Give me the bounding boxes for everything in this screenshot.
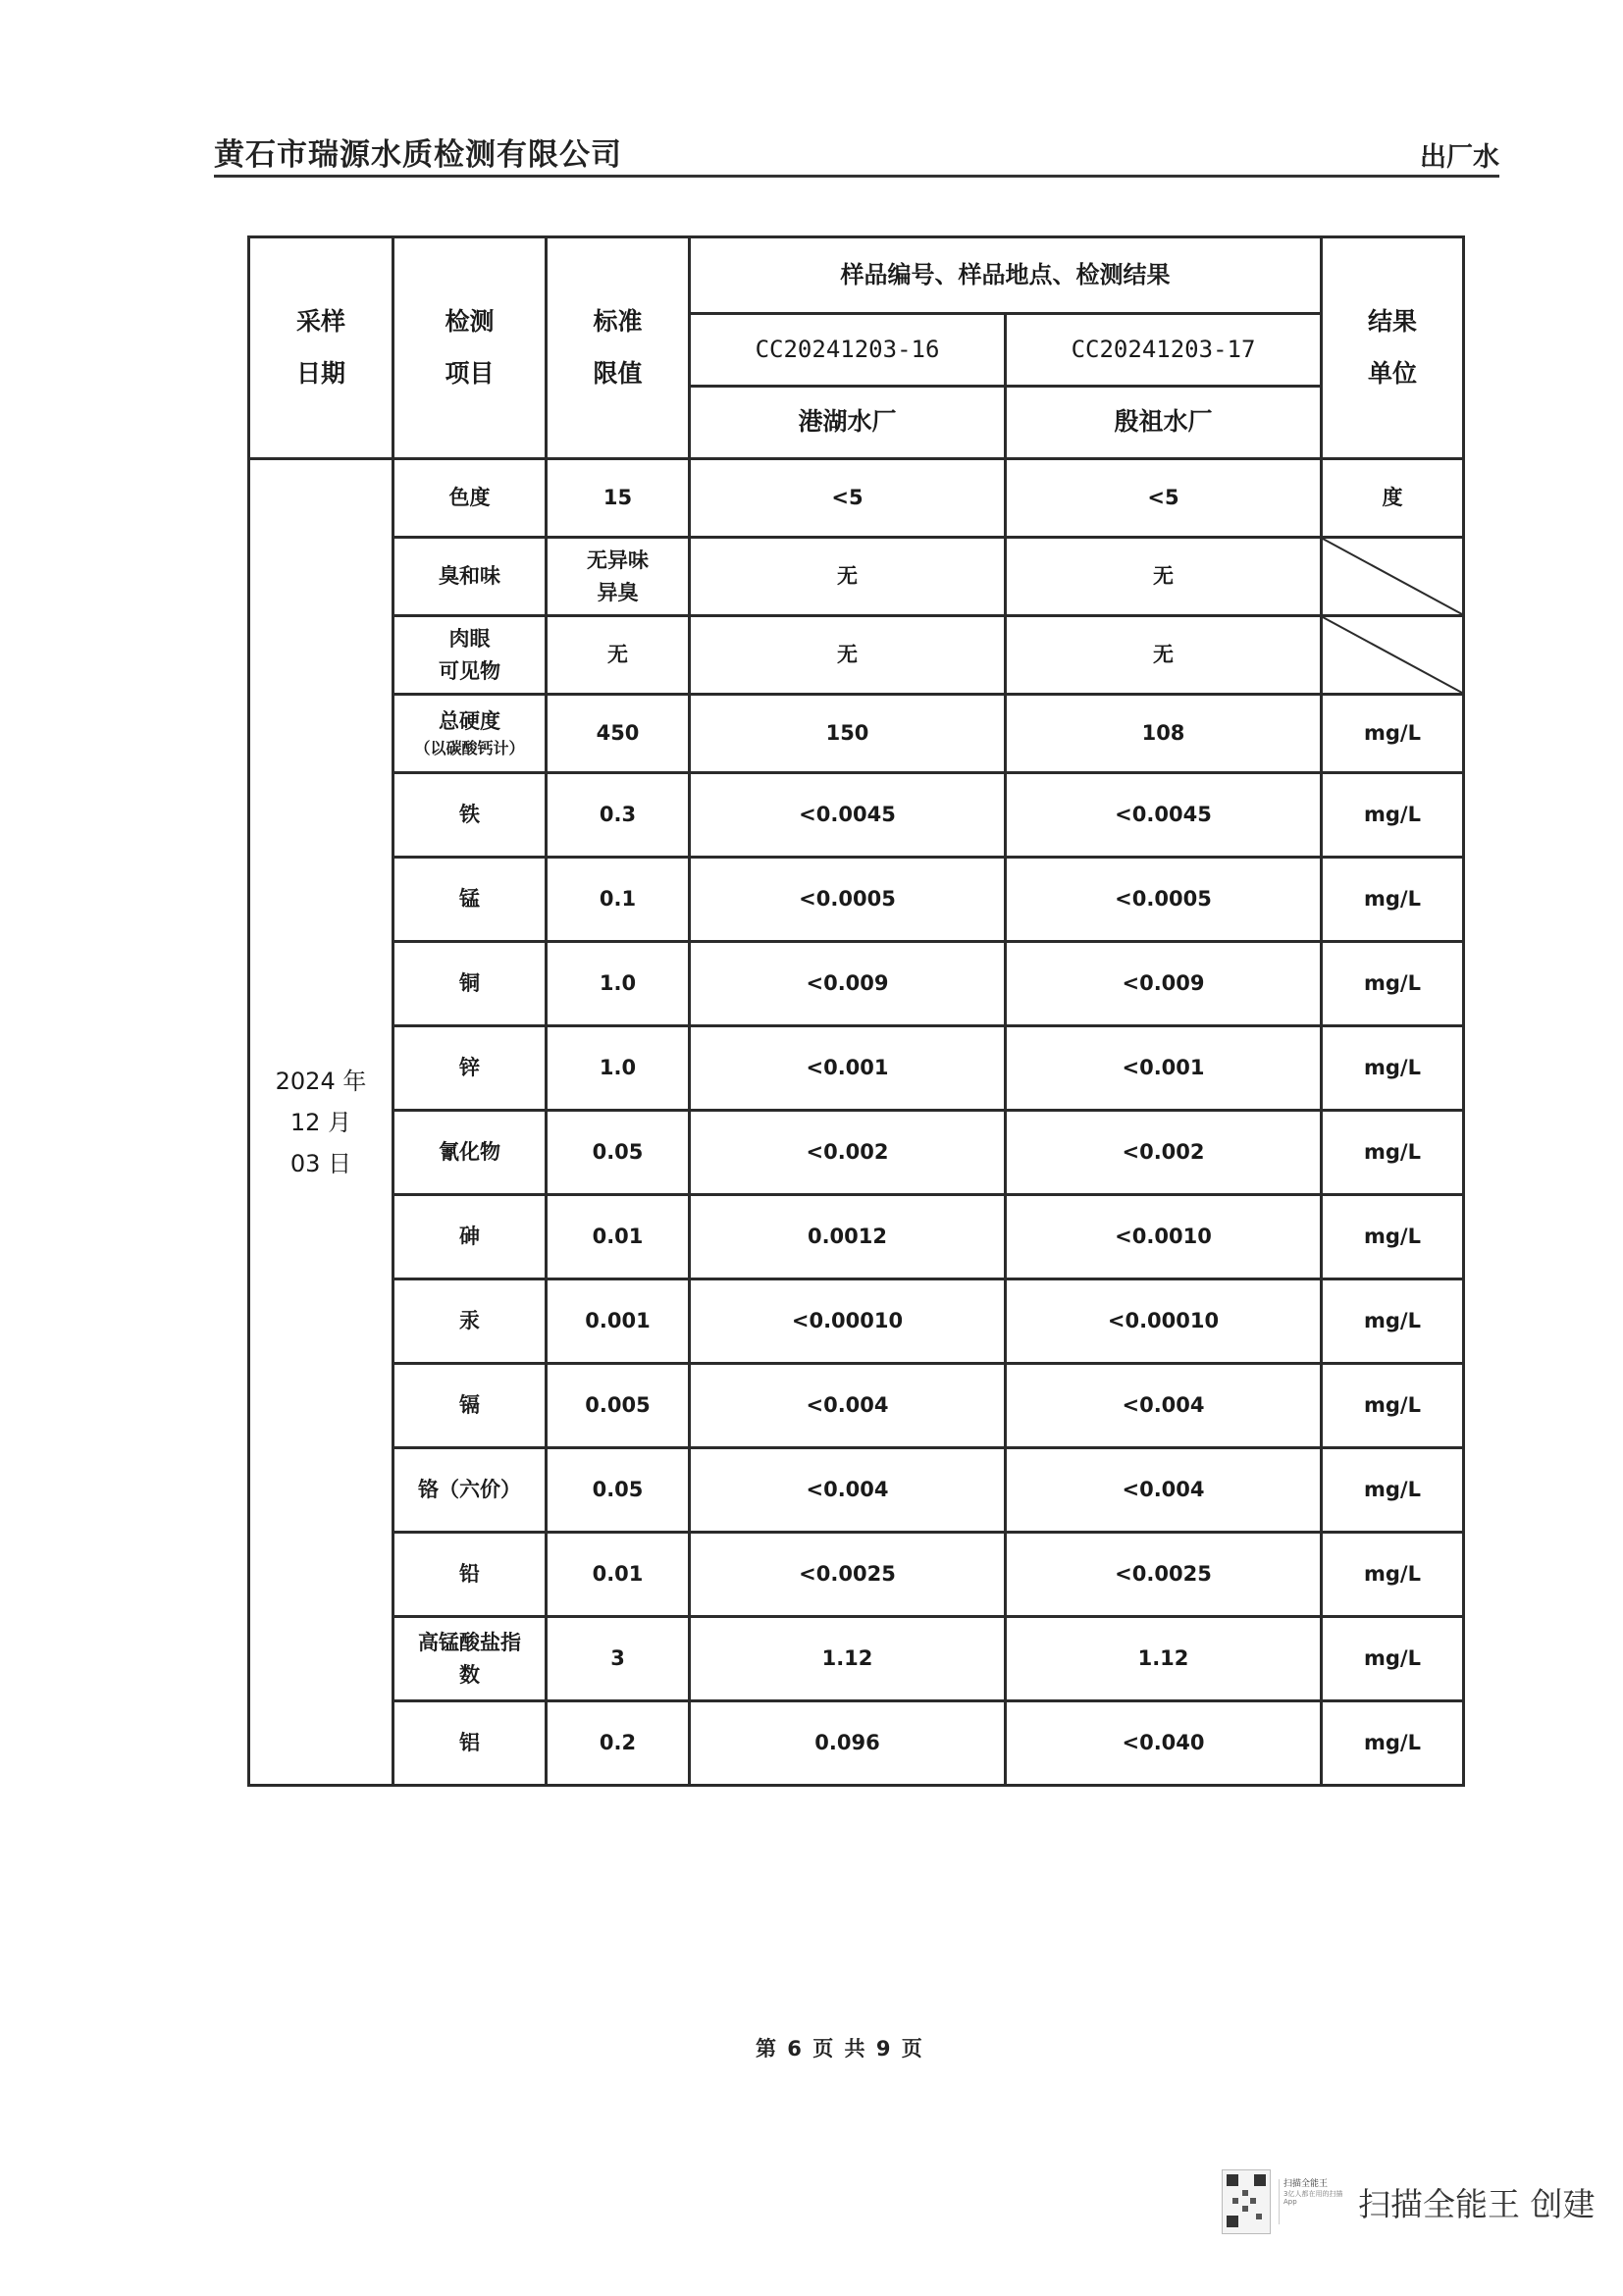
result-cell: 无 <box>690 538 1006 616</box>
unit-cell: mg/L <box>1322 1701 1464 1786</box>
standard-limit-cell: 无异味 异臭 <box>547 538 690 616</box>
result-cell: <0.0005 <box>1006 858 1322 942</box>
test-item-cell: 色度 <box>393 459 547 538</box>
test-item-cell: 铬（六价） <box>393 1448 547 1533</box>
result-cell: 0.096 <box>690 1701 1006 1786</box>
test-item-cell: 汞 <box>393 1279 547 1364</box>
table-row <box>249 616 1464 695</box>
test-item-cell: 铅 <box>393 1533 547 1617</box>
result-cell: <0.00010 <box>690 1279 1006 1364</box>
unit-cell: mg/L <box>1322 695 1464 773</box>
result-cell: <5 <box>690 459 1006 538</box>
empty-slash-cell <box>1322 616 1464 695</box>
table-row <box>249 1026 1464 1111</box>
header-sample-group: 样品编号、样品地点、检测结果 <box>690 237 1322 314</box>
result-cell: 1.12 <box>690 1617 1006 1701</box>
standard-limit-cell: 0.2 <box>547 1701 690 1786</box>
unit-cell: mg/L <box>1322 1448 1464 1533</box>
header-result-unit: 结果 单位 <box>1322 237 1464 459</box>
result-cell: 150 <box>690 695 1006 773</box>
brand-mini-caption: 扫描全能王 3亿人都在用的扫描App <box>1279 2179 1344 2224</box>
table-row <box>249 1533 1464 1617</box>
result-cell: <0.001 <box>690 1026 1006 1111</box>
table-row <box>249 942 1464 1026</box>
unit-cell: mg/L <box>1322 858 1464 942</box>
header-divider <box>214 175 1499 178</box>
unit-cell: mg/L <box>1322 1026 1464 1111</box>
result-cell: 1.12 <box>1006 1617 1322 1701</box>
result-cell: <0.040 <box>1006 1701 1322 1786</box>
unit-cell: mg/L <box>1322 1111 1464 1195</box>
result-cell: <0.0025 <box>690 1533 1006 1617</box>
sample-location: 港湖水厂 <box>690 387 1006 459</box>
standard-limit-cell: 无 <box>547 616 690 695</box>
result-cell: <0.0010 <box>1006 1195 1322 1279</box>
standard-limit-cell: 0.01 <box>547 1533 690 1617</box>
sampling-date-cell: 2024 年 12 月 03 日 <box>249 459 393 1786</box>
result-cell: <0.004 <box>1006 1448 1322 1533</box>
result-cell: <0.001 <box>1006 1026 1322 1111</box>
table-row <box>249 858 1464 942</box>
standard-limit-cell: 1.0 <box>547 1026 690 1111</box>
standard-limit-cell: 0.005 <box>547 1364 690 1448</box>
table-row <box>249 1701 1464 1786</box>
result-cell: <0.00010 <box>1006 1279 1322 1364</box>
standard-limit-cell: 0.05 <box>547 1111 690 1195</box>
test-results-table <box>247 235 1465 1787</box>
diagonal-slash-icon <box>1323 539 1462 614</box>
standard-limit-cell: 15 <box>547 459 690 538</box>
result-cell: <0.002 <box>1006 1111 1322 1195</box>
test-item-cell: 锰 <box>393 858 547 942</box>
table-row <box>249 538 1464 616</box>
test-item-cell: 总硬度 （以碳酸钙计） <box>393 695 547 773</box>
standard-limit-cell: 0.05 <box>547 1448 690 1533</box>
standard-limit-cell: 0.01 <box>547 1195 690 1279</box>
result-cell: 无 <box>1006 538 1322 616</box>
table-row <box>249 695 1464 773</box>
header-standard-limit: 标准 限值 <box>547 237 690 459</box>
document-type-label: 出厂水 <box>1420 142 1499 173</box>
test-item-cell: 锌 <box>393 1026 547 1111</box>
result-cell: <0.004 <box>690 1364 1006 1448</box>
unit-cell: 度 <box>1322 459 1464 538</box>
test-item-cell: 铜 <box>393 942 547 1026</box>
result-cell: <0.009 <box>690 942 1006 1026</box>
test-item-cell: 铝 <box>393 1701 547 1786</box>
result-cell: <0.009 <box>1006 942 1322 1026</box>
unit-cell: mg/L <box>1322 1617 1464 1701</box>
table-row <box>249 1111 1464 1195</box>
diagonal-slash-icon <box>1323 617 1462 693</box>
header-test-item: 检测 项目 <box>393 237 547 459</box>
unit-cell: mg/L <box>1322 1195 1464 1279</box>
test-item-cell: 高锰酸盐指 数 <box>393 1617 547 1701</box>
result-cell: <0.0025 <box>1006 1533 1322 1617</box>
unit-cell: mg/L <box>1322 1364 1464 1448</box>
unit-cell: mg/L <box>1322 1533 1464 1617</box>
test-item-cell: 砷 <box>393 1195 547 1279</box>
sample-id: CC20241203-16 <box>690 314 1006 387</box>
test-item-cell: 氰化物 <box>393 1111 547 1195</box>
scanner-watermark <box>1222 2170 1596 2233</box>
empty-slash-cell <box>1322 538 1464 616</box>
standard-limit-cell: 450 <box>547 695 690 773</box>
page-number: 第 6 页 共 9 页 <box>756 2037 924 2061</box>
table-row <box>249 773 1464 858</box>
test-item-cell: 肉眼 可见物 <box>393 616 547 695</box>
result-cell: <0.002 <box>690 1111 1006 1195</box>
table-row <box>249 1279 1464 1364</box>
table-row <box>249 459 1464 538</box>
sample-location: 殷祖水厂 <box>1006 387 1322 459</box>
standard-limit-cell: 1.0 <box>547 942 690 1026</box>
result-cell: <0.004 <box>1006 1364 1322 1448</box>
unit-cell: mg/L <box>1322 942 1464 1026</box>
header-sampling-date: 采样 日期 <box>249 237 393 459</box>
standard-limit-cell: 0.1 <box>547 858 690 942</box>
result-cell: 无 <box>690 616 1006 695</box>
standard-limit-cell: 0.3 <box>547 773 690 858</box>
brand-text: 扫描全能王 创建 <box>1358 2184 1596 2223</box>
sample-id: CC20241203-17 <box>1006 314 1322 387</box>
result-cell: 无 <box>1006 616 1322 695</box>
unit-cell: mg/L <box>1322 1279 1464 1364</box>
table-row <box>249 1195 1464 1279</box>
table-row <box>249 1448 1464 1533</box>
table-row <box>249 1617 1464 1701</box>
table-row <box>249 1364 1464 1448</box>
qr-code-icon <box>1222 2169 1271 2234</box>
result-cell: 108 <box>1006 695 1322 773</box>
company-name: 黄石市瑞源水质检测有限公司 <box>214 137 622 173</box>
test-item-cell: 镉 <box>393 1364 547 1448</box>
result-cell: <5 <box>1006 459 1322 538</box>
result-cell: <0.004 <box>690 1448 1006 1533</box>
result-cell: 0.0012 <box>690 1195 1006 1279</box>
standard-limit-cell: 0.001 <box>547 1279 690 1364</box>
unit-cell: mg/L <box>1322 773 1464 858</box>
result-cell: <0.0045 <box>690 773 1006 858</box>
result-cell: <0.0045 <box>1006 773 1322 858</box>
test-item-cell: 铁 <box>393 773 547 858</box>
result-cell: <0.0005 <box>690 858 1006 942</box>
standard-limit-cell: 3 <box>547 1617 690 1701</box>
test-item-cell: 臭和味 <box>393 538 547 616</box>
